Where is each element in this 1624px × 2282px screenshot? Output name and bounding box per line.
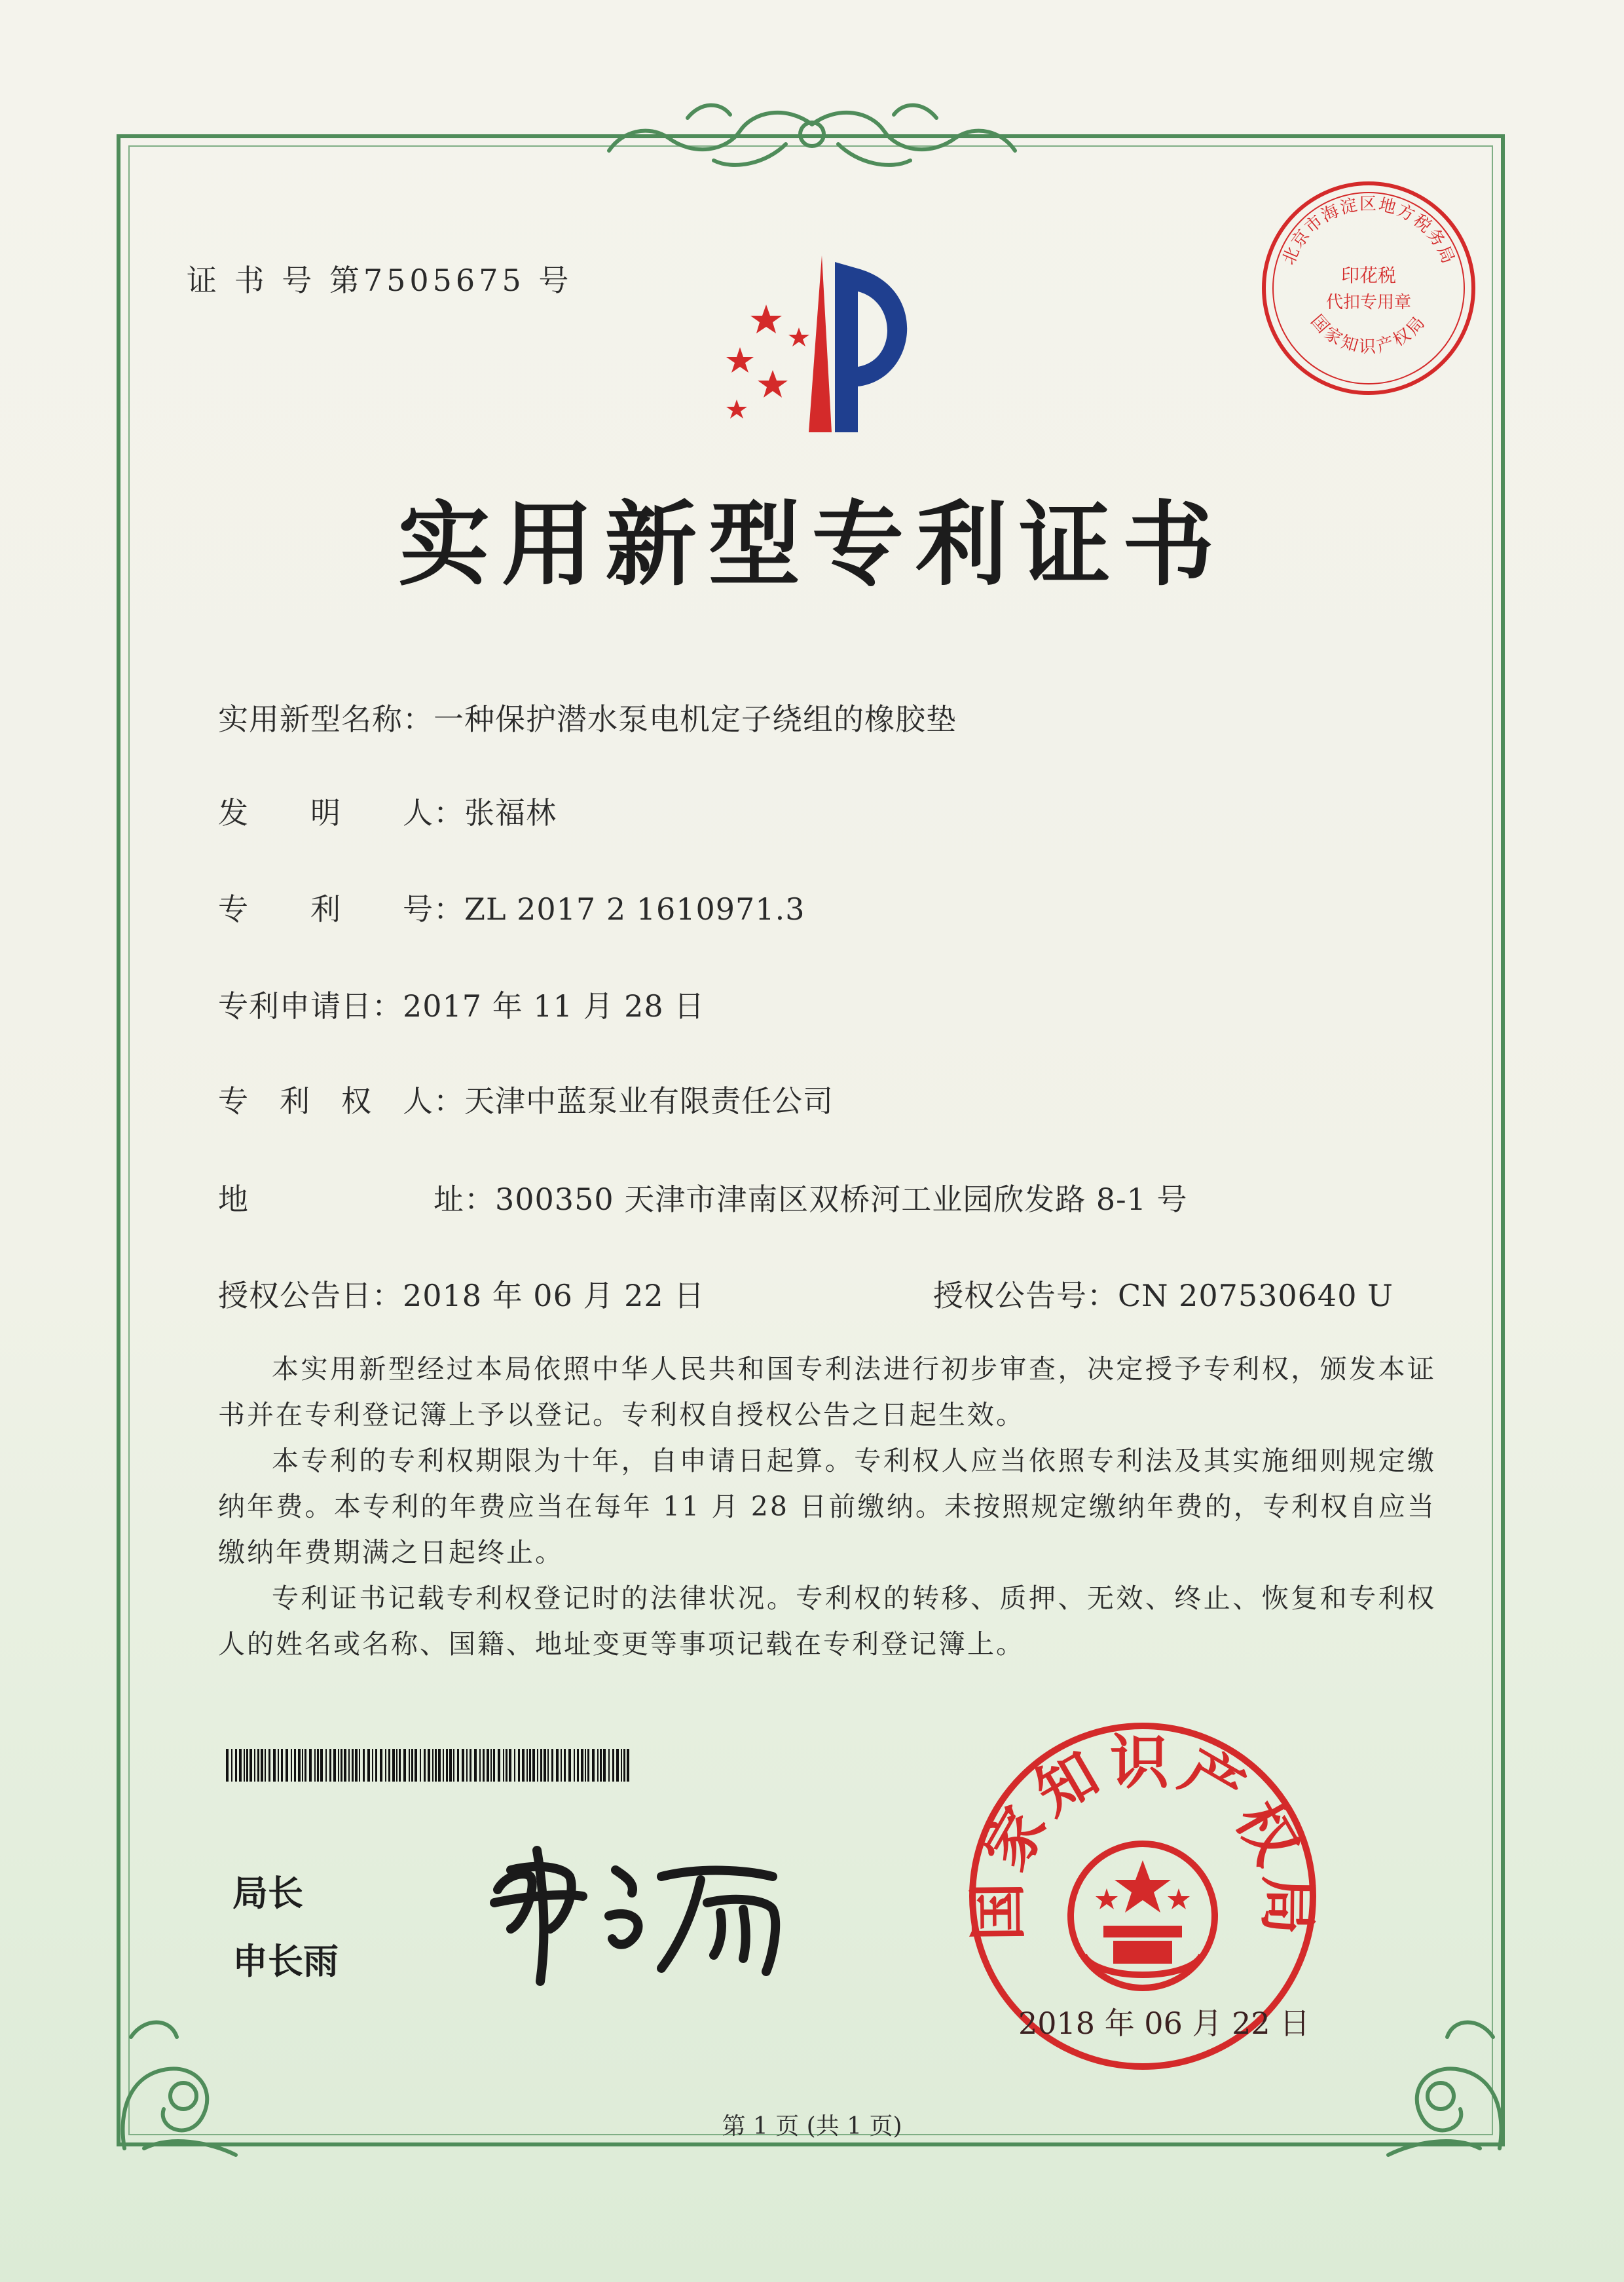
barcode-bar [581, 1749, 583, 1782]
certificate-number: 证 书 号 第7505675 号 [187, 263, 573, 298]
barcode-bar [627, 1749, 629, 1782]
barcode-bar [438, 1749, 441, 1782]
svg-text:印花税: 印花税 [1340, 265, 1397, 286]
barcode-bar [415, 1749, 417, 1782]
application-date-row [218, 982, 705, 1026]
patent-owner-label: 专 利 权 人： [218, 1083, 464, 1119]
barcode-bar [616, 1749, 619, 1782]
barcode-bar [603, 1749, 606, 1782]
barcode-bar [532, 1749, 535, 1782]
barcode-bar [325, 1749, 327, 1782]
barcode-bar [526, 1749, 528, 1782]
barcode-bar [612, 1749, 614, 1782]
barcode-bar [556, 1749, 559, 1782]
barcode-bar [446, 1749, 448, 1782]
body-paragraph: 专利证书记载专利权登记时的法律状况。专利权的转移、质押、无效、终止、恢复和专利权人的姓名或名称、国籍、地址变更等事项记载在专利登记簿上。 [218, 1582, 1436, 1660]
patent-owner-value: 天津中蓝泵业有限责任公司 [464, 1083, 834, 1119]
barcode-bar [403, 1749, 406, 1782]
top-ornament [589, 98, 1035, 183]
inventor-row [218, 789, 557, 832]
application-date-value: 2017 年 11 月 28 日 [403, 988, 705, 1024]
barcode-bar [574, 1749, 575, 1782]
barcode-bar [294, 1749, 296, 1782]
barcode-bar [249, 1749, 252, 1782]
publication-number-row [933, 1272, 1393, 1315]
barcode-bar [375, 1749, 377, 1782]
body-paragraph: 本实用新型经过本局依照中华人民共和国专利法进行初步审查，决定授予专利权，颁发本证书并在专利登记簿上予以登记。专利权自授权公告之日起生效。 [218, 1353, 1436, 1431]
barcode-bar [498, 1749, 500, 1782]
barcode-bar [547, 1749, 549, 1782]
address-label: 地 址： [218, 1182, 495, 1217]
barcode-bar [317, 1749, 319, 1782]
barcode-bar [231, 1749, 232, 1782]
barcode-bar [449, 1749, 452, 1782]
barcode-bar [537, 1749, 538, 1782]
barcode-bar [587, 1749, 589, 1782]
barcode-bar [424, 1749, 426, 1782]
barcode-bar [338, 1749, 339, 1782]
patent-number-label: 专 利 号： [218, 891, 464, 927]
barcode-bar [621, 1749, 622, 1782]
publication-number-label: 授权公告号： [933, 1278, 1118, 1313]
barcode-bar [462, 1749, 464, 1782]
barcode-bar [514, 1749, 515, 1782]
barcode-bar [392, 1749, 395, 1782]
barcode-bar [388, 1749, 390, 1782]
patent-office-logo-icon [688, 249, 936, 448]
body-paragraph: 本专利的专利权期限为十年，自申请日起算。专利权人应当依照专利法及其实施细则规定缴纳年费。本专利的年费应当在每年 11 月 28 日前缴纳。未按照规定缴纳年费的，专利权自应当缴纳年费期满之日起终止。 [218, 1445, 1436, 1568]
barcode-bar [239, 1749, 242, 1782]
barcode-bar [577, 1749, 579, 1782]
barcode-bar [561, 1749, 562, 1782]
barcode-bar [372, 1749, 373, 1782]
barcode-bar [355, 1749, 358, 1782]
barcode-bar [509, 1749, 511, 1782]
publication-number-value: CN 207530640 U [1118, 1278, 1393, 1313]
grant-date-label: 授权公告日： [218, 1278, 403, 1313]
utility-model-name-row [218, 696, 957, 739]
barcode-bar [506, 1749, 507, 1782]
seal-date: 2018 年 06 月 22 日 [1018, 2006, 1310, 2041]
national-emblem-icon [1071, 1844, 1215, 1988]
barcode-bar [385, 1749, 386, 1782]
barcode-bar [399, 1749, 401, 1782]
grant-date-value: 2018 年 06 月 22 日 [403, 1278, 705, 1313]
barcode-bar [257, 1749, 259, 1782]
barcode-bar [268, 1749, 270, 1782]
barcode-bar [544, 1749, 546, 1782]
barcode-bar [487, 1749, 489, 1782]
barcode-bar [411, 1749, 413, 1782]
patent-number-row [218, 886, 805, 929]
director-signature [485, 1831, 851, 1991]
inventor-label: 发 明 人： [218, 795, 464, 831]
grant-date-row [218, 1272, 705, 1315]
patent-owner-row [218, 1077, 834, 1121]
barcode-bar [380, 1749, 382, 1782]
barcode-bar [363, 1749, 365, 1782]
barcode-bar [329, 1749, 331, 1782]
barcode-bar [529, 1749, 531, 1782]
barcode-bar [244, 1749, 245, 1782]
barcode-bar [479, 1749, 481, 1782]
barcode-bar [490, 1749, 492, 1782]
tax-stamp-seal [1257, 177, 1480, 402]
barcode-bar [341, 1749, 342, 1782]
application-date-label: 专利申请日： [218, 988, 403, 1024]
barcode-bar [474, 1749, 477, 1782]
barcode-bar [540, 1749, 542, 1782]
barcode-bar [518, 1749, 520, 1782]
barcode-bar [278, 1749, 279, 1782]
barcode-bar [466, 1749, 468, 1782]
patent-number-value: ZL 2017 2 1610971.3 [464, 891, 805, 927]
barcode-bar [428, 1749, 430, 1782]
certificate-title: 实用新型专利证书 [397, 491, 1226, 599]
barcode-bar [522, 1749, 525, 1782]
barcode-bar [453, 1749, 454, 1782]
utility-model-name-value: 一种保护潜水泵电机定子绕组的橡胶垫 [434, 701, 957, 737]
barcode-bar [457, 1749, 459, 1782]
barcode [226, 1749, 632, 1782]
barcode-bar [435, 1749, 437, 1782]
barcode-bar [261, 1749, 263, 1782]
barcode-bar [367, 1749, 370, 1782]
barcode-bar [396, 1749, 397, 1782]
address-value: 300350 天津市津南区双桥河工业园欣发路 8-1 号 [495, 1182, 1188, 1217]
barcode-bar [503, 1749, 504, 1782]
barcode-bar [265, 1749, 266, 1782]
barcode-bar [314, 1749, 316, 1782]
barcode-bar [568, 1749, 571, 1782]
barcode-bar [344, 1749, 346, 1782]
certificate-body [218, 1346, 1436, 1667]
barcode-bar [352, 1749, 354, 1782]
director-name: 申长雨 [232, 1940, 339, 1982]
barcode-bar [309, 1749, 312, 1782]
barcode-bar [623, 1749, 625, 1782]
barcode-bar [254, 1749, 255, 1782]
barcode-bar [470, 1749, 471, 1782]
barcode-bar [291, 1749, 292, 1782]
barcode-bar [483, 1749, 485, 1782]
barcode-bar [597, 1749, 599, 1782]
barcode-bar [608, 1749, 610, 1782]
barcode-bar [409, 1749, 410, 1782]
barcode-bar [273, 1749, 276, 1782]
utility-model-name-label: 实用新型名称： [218, 701, 434, 737]
barcode-bar [286, 1749, 288, 1782]
barcode-bar [333, 1749, 336, 1782]
barcode-bar [281, 1749, 283, 1782]
barcode-bar [443, 1749, 444, 1782]
svg-text:国家知识产权局: 国家知识产权局 [1306, 311, 1431, 357]
barcode-bar [493, 1749, 495, 1782]
director-title: 局长 [232, 1872, 303, 1914]
barcode-bar [600, 1749, 602, 1782]
barcode-bar [235, 1749, 237, 1782]
barcode-bar [246, 1749, 248, 1782]
address-row [218, 1176, 1188, 1219]
barcode-bar [564, 1749, 566, 1782]
barcode-bar [359, 1749, 360, 1782]
barcode-bar [304, 1749, 306, 1782]
barcode-bar [592, 1749, 595, 1782]
barcode-bar [298, 1749, 301, 1782]
barcode-bar [432, 1749, 434, 1782]
barcode-bar [348, 1749, 350, 1782]
barcode-bar [420, 1749, 421, 1782]
inventor-value: 张福林 [464, 795, 557, 831]
barcode-bar [226, 1749, 229, 1782]
svg-text:国家知识产权局: 国家知识产权局 [966, 1727, 1320, 1942]
barcode-bar [551, 1749, 553, 1782]
barcode-bar [302, 1749, 303, 1782]
page-number: 第 1 页 (共 1 页) [722, 2113, 902, 2140]
barcode-bar [585, 1749, 586, 1782]
svg-text:代扣专用章: 代扣专用章 [1325, 293, 1412, 312]
barcode-bar [320, 1749, 323, 1782]
svg-text:北京市海淀区地方税务局: 北京市海淀区地方税务局 [1278, 195, 1459, 268]
